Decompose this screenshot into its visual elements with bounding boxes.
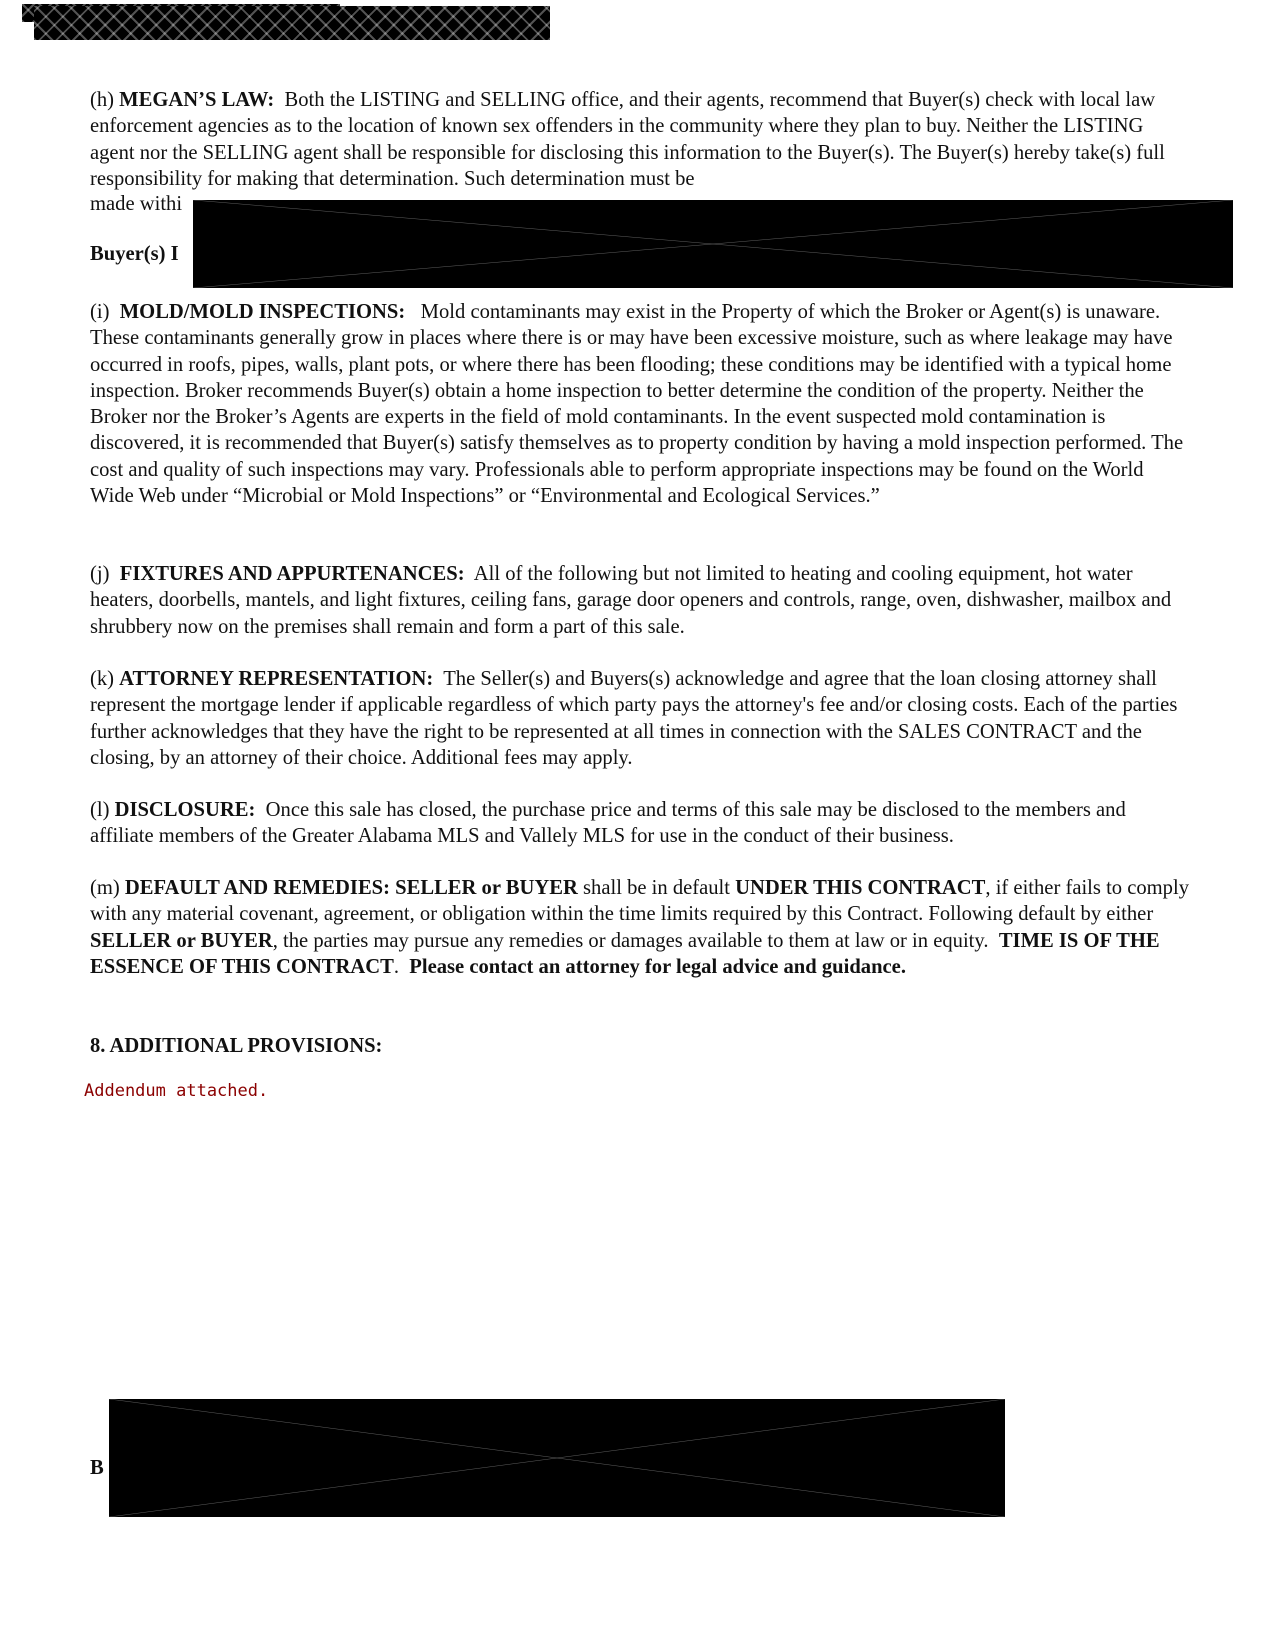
section-j-title: FIXTURES AND APPURTENANCES:	[119, 563, 465, 585]
redacted-header	[34, 6, 550, 40]
section-m-bold-1: UNDER THIS CONTRACT	[735, 877, 986, 899]
section-m-text-2: , if either fails to comply with any material covenant, agreement, or obligation within the time limits required by this Contract. Following default by either	[90, 877, 1190, 926]
section-j	[90, 561, 1190, 640]
section-h	[90, 87, 1190, 192]
section-h-title: MEGAN’S LAW:	[119, 89, 275, 111]
section-m-text-3: , the parties may pursue any remedies or damages available to them at law or in equity.	[272, 929, 989, 952]
section-l-label: (l)	[90, 799, 110, 821]
section-l	[90, 797, 1190, 850]
section-m-bold-4: Please contact an attorney for legal advice and guidance.	[409, 955, 906, 978]
section-m	[90, 875, 1190, 980]
redacted-box-signature	[109, 1399, 1005, 1517]
section-k	[90, 666, 1190, 771]
buyer-initials-label: Buyer(s) I	[90, 243, 179, 265]
section-j-label: (j)	[90, 563, 110, 585]
section-i-label: (i)	[90, 301, 110, 323]
redacted-box-initials	[193, 200, 1233, 288]
section-h-label: (h)	[90, 89, 115, 111]
signature-label-stub: B	[90, 1457, 104, 1479]
section-i-body: Mold contaminants may exist in the Property of which the Broker or Agent(s) is unaware. These contaminants generally grow in places where there is or may have been excessive moisture, such as where leakage may have occurred in roofs, pipes, walls, plant pots, or where there has been flooding; these conditions may be identified with a typical home inspection. Broker recommends Buyer(s) obtain a home inspection to better determine the condition of the property. Neither the Broker nor the Broker’s Agents are experts in the field of mold contaminants. In the event suspected mold contamination is discovered, it is recommended that Buyer(s) satisfy themselves as to property condition by having a mold inspection performed. The cost and quality of such inspections may vary. Professionals able to perform appropriate inspections may be found on the World Wide Web under “Microbial or Mold Inspections” or “Environmental and Ecological Services.”	[90, 301, 1184, 508]
additional-provisions-heading: 8. ADDITIONAL PROVISIONS:	[90, 1035, 383, 1057]
section-j-body: All of the following but not limited to heating and cooling equipment, hot water heaters, doorbells, mantels, and light fixtures, ceiling fans, garage door openers and controls, range, oven, dishwasher, mailbox and shrubbery now on the premises shall remain and form a part of this sale.	[90, 563, 1172, 638]
section-i	[90, 299, 1190, 509]
section-m-title: DEFAULT AND REMEDIES: SELLER or BUYER	[124, 877, 578, 899]
section-m-bold-2: SELLER or BUYER	[90, 929, 273, 952]
section-k-title: ATTORNEY REPRESENTATION:	[119, 668, 434, 690]
section-l-body: Once this sale has closed, the purchase price and terms of this sale may be disclosed to the members and affiliate members of the Greater Alabama MLS and Vallely MLS for use in the conduct of their business.	[90, 799, 1126, 848]
section-h-body: Both the LISTING and SELLING office, and their agents, recommend that Buyer(s) check with local law enforcement agencies as to the location of known sex offenders in the community where they plan to buy. Neither the LISTING agent nor the SELLING agent shall be responsible for disclosing this information to the Buyer(s). The Buyer(s) hereby take(s) full responsibility for making that determination. Such determination must be	[90, 89, 1165, 190]
section-l-title: DISCLOSURE:	[114, 799, 256, 821]
section-k-label: (k)	[90, 668, 115, 690]
section-i-title: MOLD/MOLD INSPECTIONS:	[119, 301, 406, 323]
section-m-label: (m)	[90, 877, 120, 899]
section-m-bold-3: TIME IS OF THE ESSENCE OF THIS CONTRACT	[90, 929, 1160, 978]
section-h-tail: made withi	[90, 193, 183, 215]
section-m-text-1: shall be in default	[583, 877, 731, 899]
section-m-text-4: .	[393, 955, 399, 978]
section-k-body: The Seller(s) and Buyers(s) acknowledge and agree that the loan closing attorney shall represent the mortgage lender if applicable regardless of which party pays the attorney's fee and/or closing costs. Each of the parties further acknowledges that they have the right to be represented at all times in connection with the SALES CONTRACT and the closing, by an attorney of their choice. Additional fees may apply.	[90, 668, 1178, 769]
additional-provisions-text: Addendum attached.	[84, 1081, 269, 1101]
